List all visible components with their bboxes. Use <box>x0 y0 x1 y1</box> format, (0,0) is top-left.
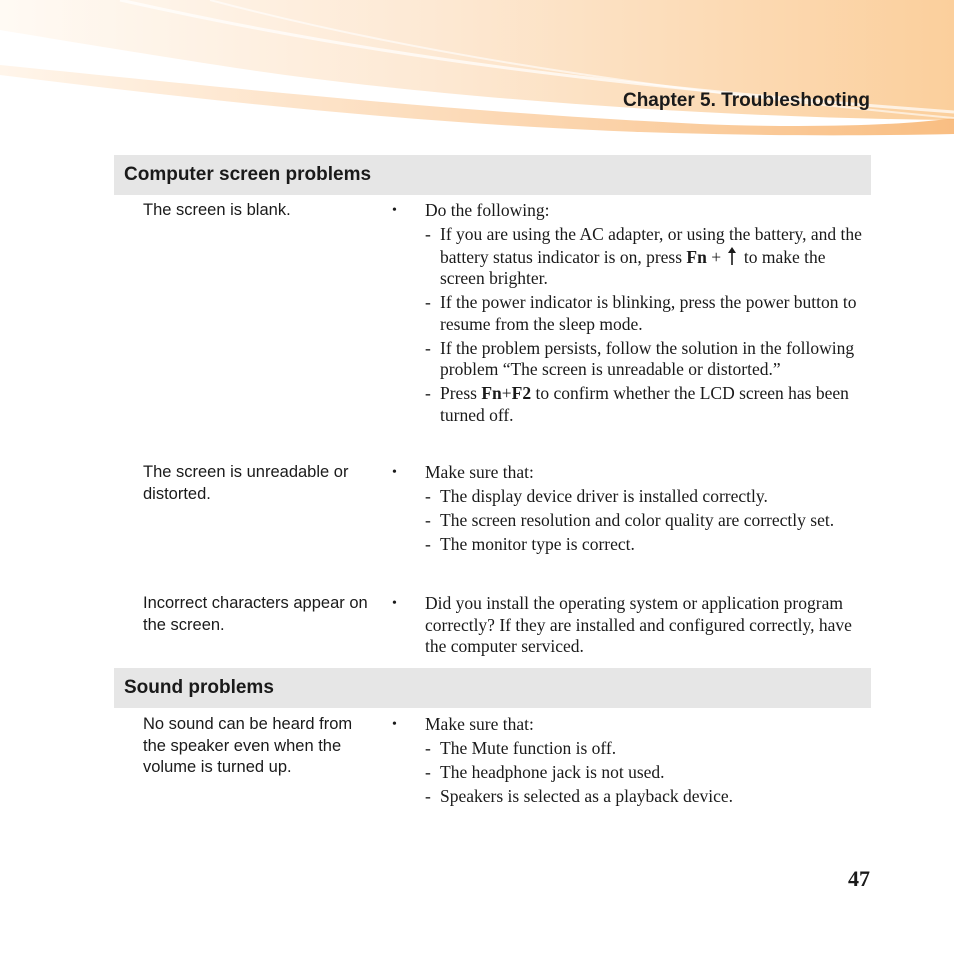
bullet-icon: • <box>392 465 397 480</box>
key-fn: Fn <box>686 246 707 267</box>
problem-text: No sound can be heard from the speaker even when the volume is turned up. <box>143 715 353 776</box>
section-header-screen: Computer screen problems <box>114 155 871 195</box>
dash-icon: - <box>425 738 431 758</box>
key-fn: Fn <box>481 383 502 403</box>
solution-item: - The display device driver is installed correctly. <box>425 486 768 506</box>
dash-icon: - <box>425 762 431 782</box>
solution-item: - If you are using the AC adapter, or using the battery, and the battery status indicator is on, press Fn + to make the screen brighter. <box>425 224 862 288</box>
solution-item: - If the problem persists, follow the solution in the following problem “The screen is unreadable or distorted.” <box>425 337 855 379</box>
solution-intro: Make sure that: <box>425 714 534 734</box>
dash-icon: - <box>425 510 431 530</box>
bullet-icon: • <box>392 203 397 218</box>
problem-text: Incorrect characters appear on the screen. <box>143 594 368 634</box>
dash-icon: - <box>425 534 431 554</box>
header-banner <box>0 0 954 140</box>
solution <box>425 714 865 808</box>
key-f2: F2 <box>511 383 532 403</box>
page-number: 47 <box>848 866 870 891</box>
problem-text: The screen is blank. <box>143 201 291 219</box>
dash-icon: - <box>425 224 431 244</box>
solution-item: - The monitor type is correct. <box>425 534 635 554</box>
solution <box>425 200 865 426</box>
solution-intro: Do the following: <box>425 200 550 220</box>
solution-item: - If the power indicator is blinking, press the power button to resume from the sleep mode. <box>425 292 857 334</box>
section-header-sound: Sound problems <box>114 668 871 708</box>
solution-item: - The headphone jack is not used. <box>425 762 665 782</box>
problem-text: The screen is unreadable or distorted. <box>143 463 349 503</box>
solution-intro: Make sure that: <box>425 462 534 482</box>
up-arrow-icon <box>727 246 737 266</box>
dash-icon: - <box>425 337 431 358</box>
solution <box>425 593 865 658</box>
solution-item: - Press Fn+F2 to confirm whether the LCD screen has been turned off. <box>425 383 849 425</box>
bullet-icon: • <box>392 596 397 611</box>
solution-intro: Did you install the operating system or application program correctly? If they are installed and configured correctly, have the computer serviced. <box>425 593 852 656</box>
dash-icon: - <box>425 383 431 403</box>
solution-item: - The Mute function is off. <box>425 738 617 758</box>
bullet-icon: • <box>392 717 397 732</box>
solution <box>425 462 865 556</box>
dash-icon: - <box>425 486 431 506</box>
solution-item: - Speakers is selected as a playback device. <box>425 786 733 806</box>
solution-item: - The screen resolution and color quality are correctly set. <box>425 510 835 530</box>
dash-icon: - <box>425 786 431 806</box>
chapter-title: Chapter 5. Troubleshooting <box>622 90 870 111</box>
dash-icon: - <box>425 292 431 312</box>
